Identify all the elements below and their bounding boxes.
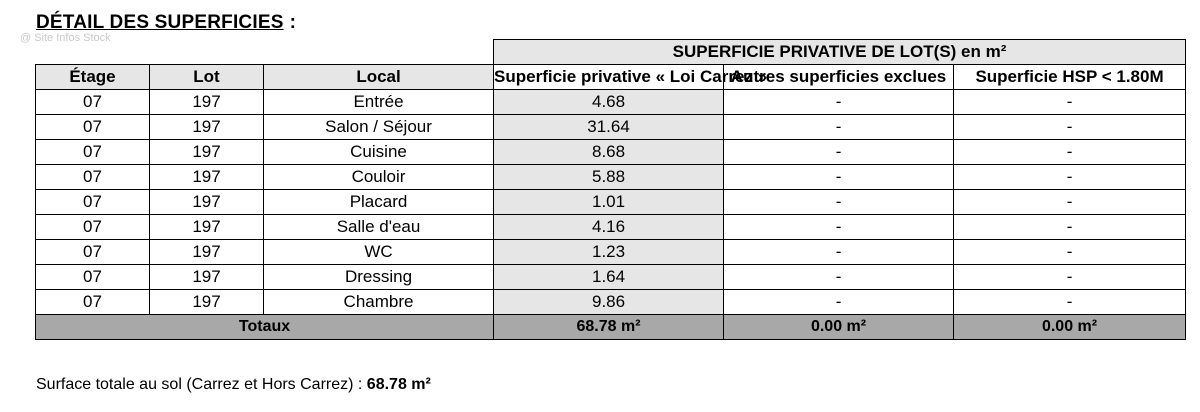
col-header-etage: Étage: [36, 65, 150, 90]
cell-lot: 197: [150, 115, 264, 140]
page-title: [36, 12, 296, 34]
cell-lot: 197: [150, 215, 264, 240]
cell-autres: -: [724, 265, 954, 290]
col-header-hsp: Superficie HSP < 1.80M: [954, 65, 1186, 90]
cell-autres: -: [724, 215, 954, 240]
page-title-text: DÉTAIL DES SUPERFICIES: [36, 12, 284, 33]
cell-local: Chambre: [264, 290, 494, 315]
cell-local: Cuisine: [264, 140, 494, 165]
cell-carrez: 8.68: [494, 140, 724, 165]
cell-hsp: -: [954, 165, 1186, 190]
cell-hsp: -: [954, 190, 1186, 215]
group-header: SUPERFICIE PRIVATIVE DE LOT(S) en m²: [494, 40, 1186, 65]
cell-lot: 197: [150, 265, 264, 290]
table-row: [36, 140, 1186, 165]
col-header-carrez: Superficie privative « Loi Carrez »: [494, 65, 724, 90]
cell-etage: 07: [36, 165, 150, 190]
cell-hsp: -: [954, 115, 1186, 140]
cell-autres: -: [724, 115, 954, 140]
cell-local: Dressing: [264, 265, 494, 290]
cell-carrez: 31.64: [494, 115, 724, 140]
table-row: [36, 265, 1186, 290]
cell-hsp: -: [954, 215, 1186, 240]
cell-autres: -: [724, 290, 954, 315]
empty-header-cell: [36, 40, 494, 65]
cell-hsp: -: [954, 290, 1186, 315]
cell-autres: -: [724, 240, 954, 265]
cell-hsp: -: [954, 265, 1186, 290]
cell-autres: -: [724, 90, 954, 115]
cell-lot: 197: [150, 90, 264, 115]
table-row: [36, 240, 1186, 265]
cell-lot: 197: [150, 165, 264, 190]
table-row: [36, 165, 1186, 190]
cell-etage: 07: [36, 115, 150, 140]
cell-carrez: 1.64: [494, 265, 724, 290]
cell-lot: 197: [150, 190, 264, 215]
cell-etage: 07: [36, 290, 150, 315]
cell-local: WC: [264, 240, 494, 265]
total-carrez: 68.78 m²: [494, 315, 724, 340]
cell-etage: 07: [36, 190, 150, 215]
cell-hsp: -: [954, 90, 1186, 115]
cell-local: Placard: [264, 190, 494, 215]
group-header-row: [36, 40, 1186, 65]
cell-carrez: 4.16: [494, 215, 724, 240]
table-row: [36, 290, 1186, 315]
cell-lot: 197: [150, 140, 264, 165]
cell-hsp: -: [954, 240, 1186, 265]
cell-carrez: 9.86: [494, 290, 724, 315]
total-hsp: 0.00 m²: [954, 315, 1186, 340]
cell-carrez: 1.23: [494, 240, 724, 265]
cell-local: Salon / Séjour: [264, 115, 494, 140]
table-row: [36, 215, 1186, 240]
cell-local: Entrée: [264, 90, 494, 115]
cell-etage: 07: [36, 90, 150, 115]
cell-lot: 197: [150, 240, 264, 265]
cell-local: Couloir: [264, 165, 494, 190]
footer-label: Surface totale au sol (Carrez et Hors Carrez) :: [36, 376, 363, 393]
col-header-lot: Lot: [150, 65, 264, 90]
cell-etage: 07: [36, 140, 150, 165]
watermark: @ Site Infos Stock: [20, 32, 111, 44]
footer-summary: [36, 376, 431, 394]
table-row: [36, 90, 1186, 115]
cell-etage: 07: [36, 240, 150, 265]
footer-total-value: 68.78 m²: [366, 376, 431, 393]
cell-autres: -: [724, 140, 954, 165]
cell-carrez: 1.01: [494, 190, 724, 215]
col-header-local: Local: [264, 65, 494, 90]
total-autres: 0.00 m²: [724, 315, 954, 340]
totals-label: Totaux: [36, 315, 494, 340]
column-header-row: [36, 65, 1186, 90]
cell-hsp: -: [954, 140, 1186, 165]
table-row: [36, 115, 1186, 140]
cell-carrez: 5.88: [494, 165, 724, 190]
cell-etage: 07: [36, 265, 150, 290]
page-title-colon: :: [289, 12, 297, 33]
cell-local: Salle d'eau: [264, 215, 494, 240]
totals-row: [36, 315, 1186, 340]
cell-lot: 197: [150, 290, 264, 315]
table-row: [36, 190, 1186, 215]
cell-carrez: 4.68: [494, 90, 724, 115]
col-header-autres: Autres superficies exclues: [724, 65, 954, 90]
cell-autres: -: [724, 165, 954, 190]
surface-table: [35, 39, 1186, 340]
cell-etage: 07: [36, 215, 150, 240]
cell-autres: -: [724, 190, 954, 215]
